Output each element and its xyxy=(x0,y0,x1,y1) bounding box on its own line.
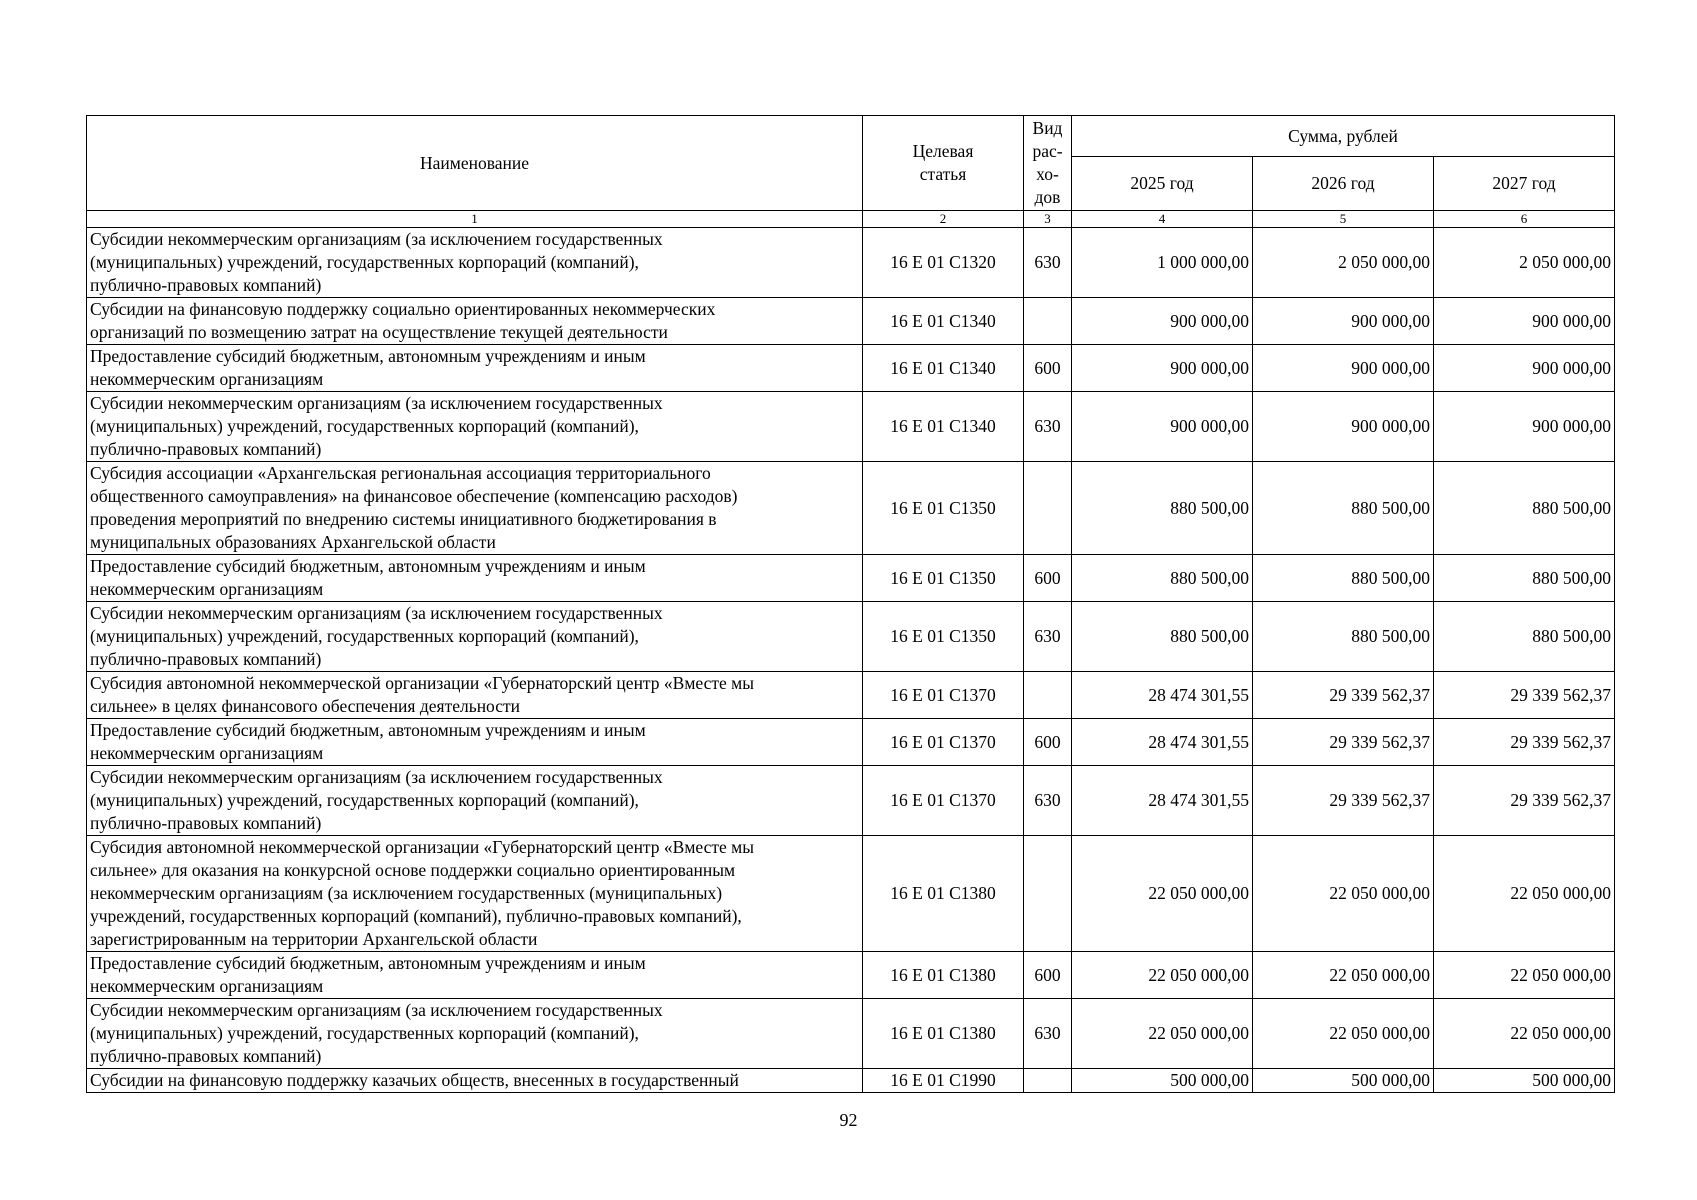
row-expense-kind xyxy=(1024,836,1072,952)
row-sum-2026: 500 000,00 xyxy=(1253,1069,1434,1093)
row-name: Субсидии некоммерческим организациям (за исключением государственных (муниципальных) учреждений, государственных корпораций (компаний), публично-правовых компаний) xyxy=(87,228,863,298)
page-number: 92 xyxy=(839,1110,858,1130)
row-sum-2026: 29 339 562,37 xyxy=(1253,672,1434,719)
row-target-code: 16 Е 01 С1320 xyxy=(863,228,1024,298)
row-name: Субсидии некоммерческим организациям (за исключением государственных (муниципальных) учреждений, государственных корпораций (компаний), публично-правовых компаний) xyxy=(87,766,863,836)
row-sum-2026: 22 050 000,00 xyxy=(1253,836,1434,952)
row-target-code: 16 Е 01 С1380 xyxy=(863,952,1024,999)
row-name: Предоставление субсидий бюджетным, автономным учреждениям и иным некоммерческим организациям xyxy=(87,345,863,392)
row-expense-kind xyxy=(1024,672,1072,719)
column-number: 2 xyxy=(863,211,1024,228)
header-year-2026: 2026 год xyxy=(1253,157,1434,211)
row-target-code: 16 Е 01 С1350 xyxy=(863,462,1024,555)
row-sum-2025: 22 050 000,00 xyxy=(1072,836,1253,952)
row-sum-2027: 880 500,00 xyxy=(1434,602,1615,672)
row-sum-2026: 880 500,00 xyxy=(1253,462,1434,555)
header-year-2027: 2027 год xyxy=(1434,157,1615,211)
table-row xyxy=(87,298,1615,345)
row-name: Предоставление субсидий бюджетным, автономным учреждениям и иным некоммерческим организациям xyxy=(87,952,863,999)
row-name: Субсидии некоммерческим организациям (за исключением государственных (муниципальных) учреждений, государственных корпораций (компаний), публично-правовых компаний) xyxy=(87,392,863,462)
row-target-code: 16 Е 01 С1340 xyxy=(863,345,1024,392)
row-sum-2027: 2 050 000,00 xyxy=(1434,228,1615,298)
row-sum-2025: 900 000,00 xyxy=(1072,392,1253,462)
table-body xyxy=(87,228,1615,1093)
header-kind-label: Вид рас- хо- дов xyxy=(1032,118,1063,207)
column-number: 1 xyxy=(87,211,863,228)
header-target xyxy=(863,116,1024,211)
row-sum-2026: 900 000,00 xyxy=(1253,298,1434,345)
row-name: Предоставление субсидий бюджетным, автономным учреждениям и иным некоммерческим организациям xyxy=(87,555,863,602)
row-expense-kind xyxy=(1024,462,1072,555)
row-sum-2027: 900 000,00 xyxy=(1434,392,1615,462)
row-sum-2026: 900 000,00 xyxy=(1253,345,1434,392)
row-sum-2025: 22 050 000,00 xyxy=(1072,999,1253,1069)
row-sum-2025: 28 474 301,55 xyxy=(1072,766,1253,836)
row-sum-2025: 28 474 301,55 xyxy=(1072,719,1253,766)
row-target-code: 16 Е 01 С1370 xyxy=(863,766,1024,836)
header-target-label: Целевая статья xyxy=(912,141,974,184)
row-sum-2025: 900 000,00 xyxy=(1072,298,1253,345)
row-sum-2027: 22 050 000,00 xyxy=(1434,952,1615,999)
row-sum-2027: 880 500,00 xyxy=(1434,462,1615,555)
table-row xyxy=(87,999,1615,1069)
row-expense-kind: 600 xyxy=(1024,952,1072,999)
row-sum-2026: 29 339 562,37 xyxy=(1253,766,1434,836)
row-name: Субсидия ассоциации «Архангельская региональная ассоциация территориального общественного самоуправления» на финансовое обеспечение (компенсацию расходов) проведения мероприятий по внедрению системы инициативного бюджетирования в муниципальных образованиях Архангельской области xyxy=(87,462,863,555)
row-name: Субсидии на финансовую поддержку казачьих обществ, внесенных в государственный xyxy=(87,1069,863,1093)
row-sum-2027: 22 050 000,00 xyxy=(1434,836,1615,952)
row-sum-2026: 900 000,00 xyxy=(1253,392,1434,462)
row-expense-kind xyxy=(1024,298,1072,345)
header-name: Наименование xyxy=(87,116,863,211)
row-target-code: 16 Е 01 С1340 xyxy=(863,392,1024,462)
row-sum-2025: 1 000 000,00 xyxy=(1072,228,1253,298)
table-row xyxy=(87,836,1615,952)
row-target-code: 16 Е 01 С1370 xyxy=(863,672,1024,719)
row-name: Субсидия автономной некоммерческой организации «Губернаторский центр «Вместе мы сильнее» в целях финансового обеспечения деятельности xyxy=(87,672,863,719)
header-kind xyxy=(1024,116,1072,211)
row-expense-kind: 630 xyxy=(1024,999,1072,1069)
table-row xyxy=(87,345,1615,392)
column-number-row xyxy=(87,211,1615,228)
row-sum-2026: 880 500,00 xyxy=(1253,555,1434,602)
row-sum-2027: 900 000,00 xyxy=(1434,298,1615,345)
table-row xyxy=(87,719,1615,766)
row-target-code: 16 Е 01 С1380 xyxy=(863,836,1024,952)
column-number: 6 xyxy=(1434,211,1615,228)
header-sum: Сумма, рублей xyxy=(1072,116,1615,157)
row-sum-2026: 29 339 562,37 xyxy=(1253,719,1434,766)
row-target-code: 16 Е 01 С1990 xyxy=(863,1069,1024,1093)
row-name: Предоставление субсидий бюджетным, автономным учреждениям и иным некоммерческим организациям xyxy=(87,719,863,766)
row-sum-2027: 900 000,00 xyxy=(1434,345,1615,392)
row-sum-2027: 22 050 000,00 xyxy=(1434,999,1615,1069)
row-sum-2027: 29 339 562,37 xyxy=(1434,719,1615,766)
column-number: 5 xyxy=(1253,211,1434,228)
table-row xyxy=(87,602,1615,672)
row-sum-2025: 500 000,00 xyxy=(1072,1069,1253,1093)
row-sum-2025: 880 500,00 xyxy=(1072,462,1253,555)
row-sum-2027: 29 339 562,37 xyxy=(1434,766,1615,836)
row-sum-2027: 29 339 562,37 xyxy=(1434,672,1615,719)
row-target-code: 16 Е 01 С1350 xyxy=(863,555,1024,602)
header-year-2025: 2025 год xyxy=(1072,157,1253,211)
table-header xyxy=(87,116,1615,228)
row-expense-kind: 600 xyxy=(1024,719,1072,766)
row-expense-kind: 630 xyxy=(1024,392,1072,462)
row-name: Субсидии некоммерческим организациям (за исключением государственных (муниципальных) учреждений, государственных корпораций (компаний), публично-правовых компаний) xyxy=(87,999,863,1069)
budget-table xyxy=(86,115,1615,1093)
table-row xyxy=(87,555,1615,602)
row-name: Субсидия автономной некоммерческой организации «Губернаторский центр «Вместе мы сильнее» для оказания на конкурсной основе поддержки социально ориентированным некоммерческим организациям (за исключением государственных (муниципальных) учреждений, государственных корпораций (компаний), публично-правовых компаний), зарегистрированным на территории Архангельской области xyxy=(87,836,863,952)
row-expense-kind: 630 xyxy=(1024,766,1072,836)
row-sum-2026: 22 050 000,00 xyxy=(1253,999,1434,1069)
table-row xyxy=(87,392,1615,462)
table-row xyxy=(87,228,1615,298)
row-target-code: 16 Е 01 С1350 xyxy=(863,602,1024,672)
row-sum-2025: 22 050 000,00 xyxy=(1072,952,1253,999)
table-row xyxy=(87,672,1615,719)
row-expense-kind: 600 xyxy=(1024,345,1072,392)
row-sum-2025: 880 500,00 xyxy=(1072,555,1253,602)
row-sum-2025: 880 500,00 xyxy=(1072,602,1253,672)
row-name: Субсидии некоммерческим организациям (за исключением государственных (муниципальных) учреждений, государственных корпораций (компаний), публично-правовых компаний) xyxy=(87,602,863,672)
row-sum-2026: 2 050 000,00 xyxy=(1253,228,1434,298)
table-row xyxy=(87,462,1615,555)
row-expense-kind: 600 xyxy=(1024,555,1072,602)
row-sum-2025: 28 474 301,55 xyxy=(1072,672,1253,719)
table-row xyxy=(87,952,1615,999)
table-row xyxy=(87,766,1615,836)
row-sum-2025: 900 000,00 xyxy=(1072,345,1253,392)
row-sum-2027: 500 000,00 xyxy=(1434,1069,1615,1093)
row-sum-2026: 22 050 000,00 xyxy=(1253,952,1434,999)
row-sum-2026: 880 500,00 xyxy=(1253,602,1434,672)
row-name: Субсидии на финансовую поддержку социально ориентированных некоммерческих организаций по возмещению затрат на осуществление текущей деятельности xyxy=(87,298,863,345)
row-target-code: 16 Е 01 С1340 xyxy=(863,298,1024,345)
row-target-code: 16 Е 01 С1380 xyxy=(863,999,1024,1069)
column-number: 4 xyxy=(1072,211,1253,228)
row-expense-kind xyxy=(1024,1069,1072,1093)
table-row xyxy=(87,1069,1615,1093)
row-target-code: 16 Е 01 С1370 xyxy=(863,719,1024,766)
row-sum-2027: 880 500,00 xyxy=(1434,555,1615,602)
row-expense-kind: 630 xyxy=(1024,602,1072,672)
row-expense-kind: 630 xyxy=(1024,228,1072,298)
column-number: 3 xyxy=(1024,211,1072,228)
